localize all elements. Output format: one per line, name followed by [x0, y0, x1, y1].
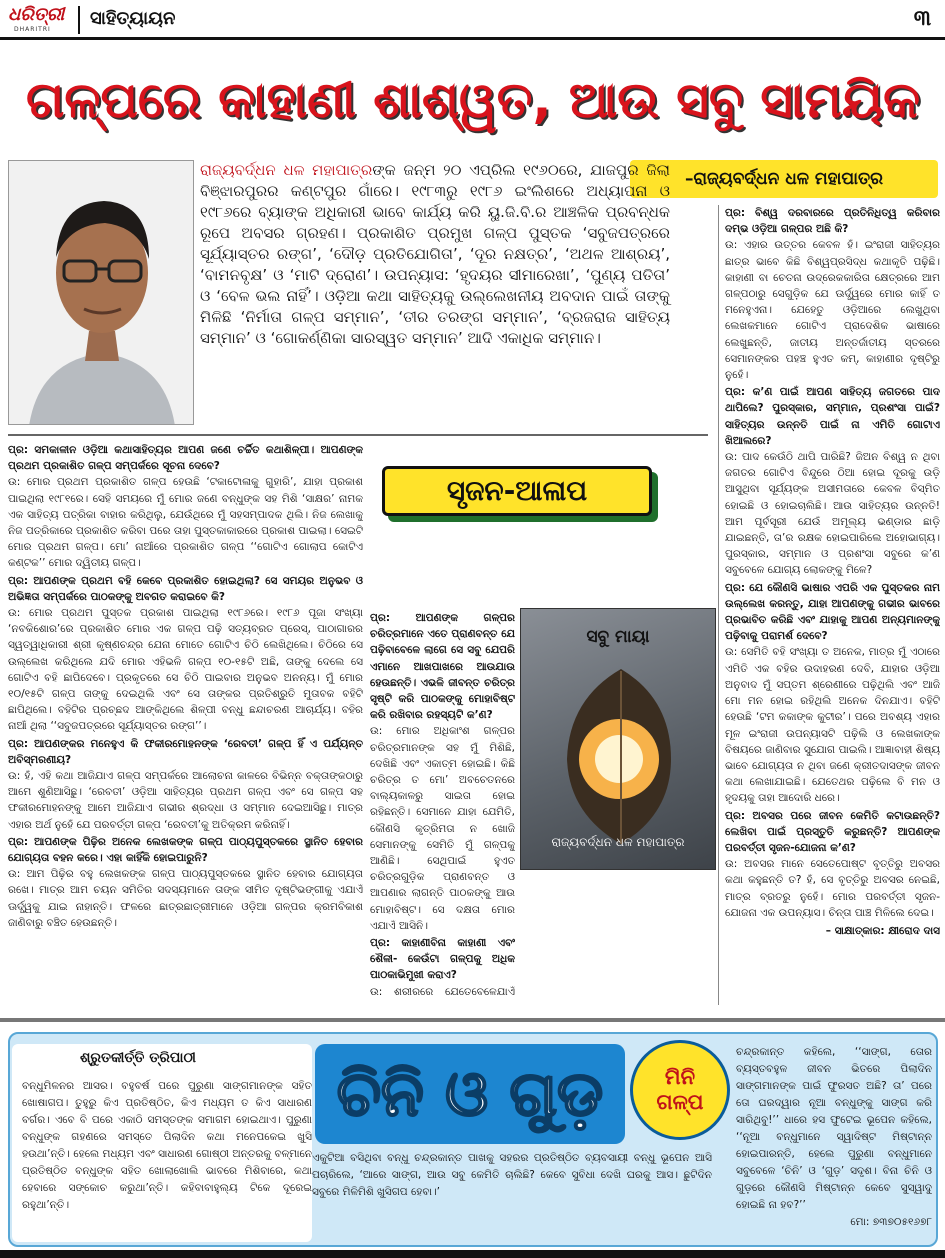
- answer: ଉ: ମୋର ଅଧିକାଂଶ ଗଳ୍ପର ଚରିତ୍ରମାନଙ୍କ ସହ ମୁଁ ମିଶିଛି, ଦେଖିଛି ଏବଂ ଏକାତ୍ମ ହୋଇଛି। କିଛି ଚରିତ୍ର ତ ମୋ’ ଅବଚେତନରେ ବାଲ୍ୟକାଳରୁ ସାଇତା ହୋଇ ରହିଛନ୍ତି। ସେମାନେ ଯାହା ଯେମିତି, କୌଣସି କୃତ୍ରିମତା ନ ଖୋଜି ସେମାନଙ୍କୁ ସେମିତି ମୁଁ ଗଳ୍ପକୁ ଆଣିଛି। ସେଥିପାଇଁ ହୁଏତ ଚରିତ୍ରଗୁଡ଼ିକ ପ୍ରାଣବନ୍ତ ଓ ଆପଣାର ଲାଗନ୍ତି ପାଠକଙ୍କୁ ଆଉ ମୋହାବିଷ୍ଟ। ସେ ଦକ୍ଷତା ମୋର ଏଯାଏଁ ଆସିନି।: [370, 725, 515, 932]
- mini-story-part-3: ଚନ୍ଦ୍ରକାନ୍ତ କହିଲେ, ‘‘ସାଙ୍ଗ, ତୋର ବ୍ୟସ୍ତବହୁଳ ଜୀବନ ଭିତରେ ପିଲାଦିନ ସାଙ୍ଗମାନଙ୍କ ପାଇଁ ଫୁରସତ ଅଛି? ତା’ ପରେ ତୋ ଘରଦ୍ୱାର ନୂଆ ବନ୍ଧୁଙ୍କୁ ସାଙ୍ଗ କରି ସାରିଥିବୁ!’’ ଧାରେ ହସ ଫୁଟେଇ ଭୂପେନ କହିଲେ, ‘‘ନୂଆ ବନ୍ଧୁମାନେ ସ୍ୱାଦିଷ୍ଟ ମିଷ୍ଟାନ୍ନ ହୋଇପାରନ୍ତି, ହେଲେ ପୁରୁଣା ବନ୍ଧୁମାନେ ସବୁବେଳେ ‘ଚିନି’ ଓ ‘ଗୁଡ଼’ ସଦୃଶ। ବିନା ଚିନି ଓ ଗୁଡ଼ରେ କୌଣସି ମିଷ୍ଟାନ୍ନ କେବେ ସୁସ୍ୱାଦୁ ହୋଇଛି ନା ହବ?’’: [736, 1046, 932, 1211]
- answer: ଉ: ହଁ, ଏହି କଥା ଆଜିଯାଏ ଗଳ୍ପ ସମ୍ପର୍କରେ ଆଲୋଚନା କାଳରେ ବିଭିନ୍ନ ବକ୍ତାଙ୍କଠାରୁ ଆମେ ଶୁଣିଆସିଛୁ। ‘ରେବତୀ’ ଓଡ଼ିଆ ସାହିତ୍ୟର ପ୍ରଥମ ଗଳ୍ପ ଏବଂ ସେ ଗଳ୍ପ ସହ ଫକୀରମୋହନଙ୍କୁ ଆମେ ଆଜିଯାଏ ଗଭୀର ଶ୍ରଦ୍ଧା ଓ ସମ୍ମାନ ଦେଇଆସିଛୁ। ମାତ୍ର ଏହାର ଅର୍ଥ ନୁହେଁ ଯେ ପରବର୍ତ୍ତୀ ଗଳ୍ପ ‘ରେବତୀ’କୁ ଅତିକ୍ରମ କରିନାହିଁ।: [8, 770, 363, 831]
- question: ପ୍ର: କ’ଣ ପାଇଁ ଆପଣ ସାହିତ୍ୟ ଜଗତରେ ପାଦ ଥାପିଲେ? ପୁରସ୍କାର, ସମ୍ମାନ, ପ୍ରଶଂସା ପାଇଁ? ସାହିତ୍ୟର ଉନ୍ନତି ପାଇଁ ନା ଏମିତି ଗୋଟାଏ ଖିଆଲରେ?: [725, 386, 940, 447]
- question: ପ୍ର: ଆପଣଙ୍କ ପ୍ରଥମ ବହି କେବେ ପ୍ରକାଶିତ ହୋଇଥିଲା? ସେ ସମୟର ଅନୁଭବ ଓ ଅଭିଜ୍ଞତା ସମ୍ପର୍କରେ ପାଠକଙ୍କୁ ଅବଗତ କରାଇବେ କି?: [8, 574, 363, 603]
- answer: ଉ: ମୋର ପ୍ରଥମ ପ୍ରକାଶିତ ଗଳ୍ପ ହେଉଛି ‘ଟକାଟୋଳାକୁ ଗୁହାରି’, ଯାହା ପ୍ରକାଶ ପାଇଥିଲା ୧୯୮୧ରେ। ସେହି ସମୟରେ ମୁଁ ମୋର ଜଣେ ବନ୍ଧୁଙ୍କ ସହ ମିଶି ‘ସାକ୍ଷର’ ନାମକ ଏକ ସାହିତ୍ୟ ପତ୍ରିକା ବାହାର କରିଥିଲୁ, ଯେଉଁଥିରେ ମୁଁ ସହସମ୍ପାଦକ ଥିଲି। ନିଜ ଲେଖାକୁ ନିଜ ପତ୍ରିକାରେ ପ୍ରକାଶିତ କରିବା ପରେ ତାହା ପୁସ୍ତକାକାରରେ ପ୍ରକାଶ ପାଇଲା। ସେଇଟି ମୋର ପ୍ରଥମ ଗଳ୍ପ। ମୋ’ ନାଆଁରେ ପ୍ରକାଶିତ ଗଳ୍ପ ‘‘ଗୋଟିଏ ଗୋଲାପ କୋଟିଏ କଣ୍ଟକ’’ ମୋର ଦ୍ୱିତୀୟ ଗଳ୍ପ।: [8, 476, 363, 570]
- book-cover: [520, 608, 716, 870]
- author-photo: [8, 160, 194, 425]
- qa-item: [8, 442, 363, 572]
- headline: ଗଳ୍ପରେ କାହାଣୀ ଶାଶ୍ୱତ, ଆଉ ସବୁ ସାମୟିକ: [25, 70, 921, 129]
- leaf-icon: [521, 609, 716, 870]
- answer: ଉ: ଆମ ପିଢ଼ିର ବହୁ ଲେଖକଙ୍କ ଗଳ୍ପ ପାଠ୍ୟପୁସ୍ତକରେ ସ୍ଥାନିତ ହେବାର ଯୋଗ୍ୟତା ରଖେ। ମାତ୍ର ଆମ ଚୟନ ସମିତିର ସଦସ୍ୟମାନେ ତାଙ୍କ ସୀମିତ ଦୃଷ୍ଟିଭଙ୍ଗୀକୁ ଏଯାଏଁ ଊର୍ଦ୍ଧ୍ୱକୁ ଯାଇ ନାହାନ୍ତି। ଫଳରେ ଛାତ୍ରଛାତ୍ରୀମାନେ ଓଡ଼ିଆ ଗଳ୍ପର କ୍ରମବିକାଶ ଜାଣିବାରୁ ବଞ୍ଚିତ ହେଉଛନ୍ତି।: [8, 868, 363, 929]
- mini-story-tag-line-2: ଗଳ୍ପ: [656, 1090, 704, 1114]
- page-number: ୩: [913, 6, 931, 31]
- section-title: ସାହିତ୍ୟାୟନ: [90, 8, 176, 29]
- qa-item: [370, 610, 515, 934]
- page-divider: [0, 1018, 945, 1022]
- qa-item: [8, 573, 363, 735]
- answer: ଉ: ଏହାର ଉତ୍ତର କେବଳ ହଁ। ଇଂରାଜୀ ସାହିତ୍ୟର ଛାତ୍ର ଭାବେ କିଛି ବିଶ୍ୱପ୍ରସିଦ୍ଧ କଥାକୃତି ପଢ଼ିଛି। କାହାଣୀ ବା ଚେତନା ଉଦ୍ରେକକାରିତା କ୍ଷେତ୍ରରେ ଆମ ଗଳ୍ପଠାରୁ ସେଗୁଡ଼ିକ ଯେ ଊର୍ଦ୍ଧ୍ୱରେ ମୋର କାହିଁ ତ ମନେହୁଏନା। ଯେହେତୁ ଓଡ଼ିଆରେ ଲେଖୁଥିବା ଲେଖକମାନେ ଗୋଟିଏ ପ୍ରାଦେଶିକ ଭାଷାରେ ଲେଖୁଛନ୍ତି, ଜାତୀୟ ଅନ୍ତର୍ଜାତୀୟ ସ୍ତରରେ ସେମାନଙ୍କର ପହଞ୍ଚ ହୁଏତ କମ୍‌, କାହାଣୀର ଦୃଷ୍ଟିରୁ ନୁହେଁ।: [725, 239, 940, 382]
- qa-item: [8, 736, 363, 833]
- answer: ଉ: ପାଦ କେଉଁଠି ଥାପି ପାରିଛି? ଜିଅନ ବିଶ୍ୱ ନ ଥିବା ଜଗତର ଗୋଟିଏ ବିନ୍ଦୁରେ ଠିଆ ହୋଇ ଦୂରକୁ ଉଡ଼ି ଆସୁଥିବା ସୂର୍ଯ୍ୟଙ୍କ ଅସୀମତାରେ କେବଳ ବିସ୍ମିତ ହୋଇଛି ଓ ହୋଇଚାଲିଛି। ଆଉ ସାହିତ୍ୟର ଉନ୍ନତି! ଆମ ପୂର୍ବସୂରୀ ଯେଉଁ ଅମୂଲ୍ୟ ଭଣ୍ଡାର ଛାଡ଼ି ଯାଇଛନ୍ତି, ତା’ର ରକ୍ଷକ ହୋଇପାରିଲେ ଅହୋଭାଗ୍ୟ। ପୁରସ୍କାର, ସମ୍ମାନ ଓ ପ୍ରଶଂସା ସବୁରେ କ’ଣ ସବୁବେଳେ ଯୋଗ୍ୟ ଲୋକଙ୍କୁ ମିଳେ?: [725, 451, 940, 577]
- interview-column-right: [718, 205, 940, 1005]
- mini-story-column-right: [736, 1044, 932, 1242]
- mini-story-author: ଶ୍ରୁତକୀର୍ତ୍ତି ତ୍ରିପାଠୀ: [80, 1050, 196, 1066]
- qa-item: [725, 205, 940, 383]
- mini-story-tag-line-1: ମିନି: [664, 1065, 696, 1089]
- author-portrait-icon: [9, 161, 194, 425]
- answer: ଉ: ସେମିତି ବହି ସଂଖ୍ୟା ତ ଅନେକ, ମାତ୍ର ମୁଁ ଏଠାରେ ଏମିତି ଏକ ବହିର ଉଦାହରଣ ଦେବି, ଯାହାର ଓଡ଼ିଆ ଅନୁବାଦ ମୁଁ ସପ୍ତମ ଶ୍ରେଣୀରେ ପଢ଼ିଥିଲି ଏବଂ ଆଜି ମୋ ମନ ହୋଇ ରହିଥିଲି ଅନେକ ଦିନଯାଏ। ବହିଟି ହେଉଛି ‘ଟମ କକାଙ୍କ କୁଟୀର’। ପରେ ଅବଶ୍ୟ ଏହାର ମୂଳ ଇଂରାଜୀ ଉପନ୍ୟାସଟି ପଢ଼ିଲି ଓ ଲେଖକାଙ୍କ ବିଷୟରେ ଜାଣିବାର ସୁଯୋଗ ପାଇଲି। ଆଜ୍ଞାବାହୀ ଶିଷ୍ୟ ଭାବେ ଯୋଗ୍ୟତା ନ ଥିବା ଜଣେ କ୍ରୀତଦାସଙ୍କ ଜୀବନ କଥା ଲେଖାଯାଇଛି। ଯେତେଥର ପଢ଼ିଲେ ବି ମନ ଓ ହୃଦୟକୁ ତାହା ଆଦୋରି ଧରେ।: [725, 646, 940, 805]
- mini-story-part-2: ଏକୁଟିଆ ବସିଥିବା ବନ୍ଧୁ ଚନ୍ଦ୍ରକାନ୍ତ ପାଖକୁ ସହରର ପ୍ରତିଷ୍ଠିତ ବ୍ୟବସାୟୀ ବନ୍ଧୁ ଭୂପେନ ଆସି ପଚାରିଲେ, ‘ଆରେ ସାଙ୍ଗ, ଆଉ ସବୁ କେମିତି ଚାଲିଛି? କେବେ ସୁବିଧା ଦେଖି ଘରକୁ ଆସ। ଛୁଟିଦିନ ସବୁରେ ମିଳିମିଶି ଖୁସିଗପ ହେବା।’: [312, 1152, 712, 1198]
- question: ପ୍ର: ଅବସର ପରେ ଜୀବନ କେମିତି କଟାଉଛନ୍ତି? ଲେଖିବା ପାଇଁ ପ୍ରସ୍ତୁତି କରୁଛନ୍ତି? ଆପଣଙ୍କ ପରବର୍ତ୍ତୀ ସୃଜନ-ଯୋଜନା କ’ଣ?: [725, 809, 940, 854]
- author-phone: ମୋ: ୭୩୭୦୫୧୬୭୮: [850, 1216, 932, 1228]
- masthead: [0, 0, 945, 40]
- qa-item: [725, 384, 940, 578]
- interview-badge: ସୃଜନ-ଆଳାପ: [382, 466, 652, 516]
- qa-item: [725, 580, 940, 807]
- question: ପ୍ର: ଆପଣଙ୍କ ଗଳ୍ପର ଚରିତ୍ରମାନେ ଏତେ ପ୍ରାଣବନ୍ତ ଯେ ପଢ଼ିବାବେଳେ ଲାଗେ ସେ ସବୁ ଯେପରି ଏମାନେ ଆଖପାଖରେ ଆଉଯାଉ ହେଉଛନ୍ତି। ଏଭଳି ଜୀବନ୍ତ ଚରିତ୍ର ସୃଷ୍ଟି କରି ପାଠକଙ୍କୁ ମୋହାବିଷ୍ଟ କରି ରଖିବାର ରହସ୍ୟଟି କ’ଣ?: [370, 612, 515, 722]
- newspaper-logo: ଧରିତ୍ରୀ: [8, 4, 65, 25]
- newspaper-logo-subtitle: DHARITRI: [14, 26, 51, 33]
- mini-story-title: ଚିନି ଓ ଗୁଡ଼: [315, 1044, 625, 1144]
- answer: ଉ: ଅବସର ମାନେ ସେତେପୋଷ୍ଟ ବୃତ୍ତିରୁ ଅବସର କଥା କହୁଛନ୍ତି ତ? ହଁ, ସେ ବୃତ୍ତିରୁ ଅବସର ନେଇଛି, ମାତ୍ର ବ୍ରତରୁ ନୁହେଁ। ମୋର ପରବର୍ତ୍ତୀ ସୃଜନ-ଯୋଜନା ଏକ ଉପନ୍ୟାସ। ଚିନ୍ତା ପାଞ୍ଚ ମିଳିଲେ ଦେଇ।: [725, 858, 940, 919]
- author-intro: [200, 160, 670, 430]
- interview-column-left: [8, 442, 363, 1002]
- author-name: ରାଜ୍ୟବର୍ଦ୍ଧନ ଧଳ ମହାପାତ୍ର: [200, 161, 373, 179]
- bottom-bar: [0, 1250, 945, 1258]
- interview-credit: – ସାକ୍ଷାତ୍କାର: କ୍ଷୀରୋଦ ଦାସ: [825, 924, 940, 937]
- question: ପ୍ର: ଆପଣଙ୍କର ମନେହୁଏ କି ଫକୀରମୋହନଙ୍କ ‘ରେବତୀ’ ଗଳ୍ପ ହିଁ ଏ ପର୍ଯ୍ୟନ୍ତ ଅବିସ୍ମରଣୀୟ?: [8, 737, 363, 766]
- author-intro-text: ଙ୍କ ଜନ୍ମ ୨୦ ଏପ୍ରିଲ ୧୯୬୦ରେ, ଯାଜପୁର ଜିଲା ବିଞ୍ଝାରପୁରର କଣ୍ଟପୁର ଗାଁରେ। ୧୯୮୩ରୁ ୧୯୮୬ ଇଂଲିଶରେ ଅଧ୍ୟାପନା ଓ ୧୯୮୬ରେ ବ୍ୟାଙ୍କ ଅଧିକାରୀ ଭାବେ କାର୍ଯ୍ୟ କରି ୟୁ.ଜି.ବି.ର ଆଞ୍ଚଳିକ ପ୍ରବନ୍ଧକ ରୂପେ ଅବସର ଗ୍ରହଣ। ପ୍ରକାଶିତ ପ୍ରମୁଖ ଗଳ୍ପ ପୁସ୍ତକ ‘ସବୁଜପତ୍ରରେ ସୂର୍ଯ୍ୟାସ୍ତର ରଙ୍ଗ’, ‘ଦୌଡ଼ ପ୍ରତିଯୋଗିତା’, ‘ଦୂର ନକ୍ଷତ୍ର’, ‘ଅଥଳ ଆଶ୍ରୟ’, ‘ବାମନବୃକ୍ଷ’ ଓ ‘ମାଟି ଦ୍ରୋଣ’। ଉପନ୍ୟାସ: ‘ହୃଦୟର ସୀମାରେଖା’, ‘ପୁଣ୍ୟ ପତିତା’ ଓ ‘ବେଳ ଭଲ ନାହିଁ’। ଓଡ଼ିଆ କଥା ସାହିତ୍ୟକୁ ଉଲ୍ଲେଖନୀୟ ଅବଦାନ ପାଇଁ ତାଙ୍କୁ ମିଳିଛି ‘ନିର୍ମାତା ଗଳ୍ପ ସମ୍ମାନ’, ‘ତୀର ତରଙ୍ଗ ସମ୍ମାନ’, ‘ବ୍ରଜରାଜ ସାହିତ୍ୟ ସମ୍ମାନ’ ଓ ‘ଗୋକର୍ଣ୍ଣିକା ସାରସ୍ୱତ ସମ୍ମାନ’ ଆଦି ଏକାଧିକ ସମ୍ମାନ।: [200, 161, 670, 347]
- mini-story-part-1: ବନ୍ଧୁମିଳନର ଆସର। ବହୁବର୍ଷ ପରେ ପୁରୁଣା ସାଙ୍ଗମାନଙ୍କ ସହିତ ଖୋଷାଗପ। ତୁହୁରୁ କିଏ ପ୍ରତିଷ୍ଠିତ, କିଏ ମଧ୍ୟମ ତ କିଏ ସାଧାରଣ ବର୍ଗର। ଏବେ ବି ପରେ ଏକାଠି ସମସ୍ତଙ୍କ ସମାଗମ ହୋଇଥାଏ। ପୁରୁଣା ବନ୍ଧୁଙ୍କ ଗହଣରେ ସମସ୍ତେ ପିଲାଦିନ କଥା ମନେପକେଇ ଖୁସି ହଉଥା’ନ୍ତି। ହେଲେ ମଧ୍ୟମ ଏବଂ ସାଧାରଣ ଗୋଷ୍ଠୀ ଅନ୍ତରକୁ ବଳ୍ମାନେ ପ୍ରତିଷ୍ଠିତ ବନ୍ଧୁଙ୍କ ସହିତ ଖୋଲାଖୋଲି ଭାବରେ ମିଶିବାରେ, କଥା ହେବାରେ ସଙ୍କୋଚ କରୁଥା’ନ୍ତି। କହିବାବାହୁଲ୍ୟ ଟିକେ ଦୂରେଇ ରହୁଥା’ନ୍ତି।: [22, 1080, 312, 1211]
- author-byline: –ରାଜ୍ୟବର୍ଦ୍ଧନ ଧଳ ମହାପାତ୍ର: [630, 160, 938, 198]
- interview-column-middle: [370, 610, 515, 1002]
- answer: ଉ: ମୋର ପ୍ରଥମ ପୁସ୍ତକ ପ୍ରକାଶ ପାଇଥିଲା ୧୯୮୬ରେ। ୧୯୮୬ ପୂଜା ସଂଖ୍ୟା ‘ନବକିଶୋର’ରେ ପ୍ରକାଶିତ ମୋର ଏକ ଗଳ୍ପ ପଢ଼ି ସତ୍ୟବ୍ରତ ପ୍ରେସ୍‌, ପାଠାଗାରର ସ୍ୱତ୍ୱାଧିକାରୀ ଶ୍ରୀ କୃଷ୍ଣଚନ୍ଦ୍ର ଯେନା ମୋତେ ଗୋଟିଏ ଚିଠି ଲେଖିଥିଲେ। ଚିଠିରେ ସେ ଉଲ୍ଲେଖ କରିଥିଲେ ଯଦି ମୋର ଏହିଭଳି ଗଳ୍ପ ୧୦-୧୫ଟି ଅଛି, ତାଙ୍କୁ ଦେଲେ ସେ ଗୋଟିଏ ବହି ଛାପିଦେବେ। ପ୍ରକୃତରେ ସେ ଚିଠି ପାଇବାର ଅନୁଭବ ଅନନ୍ୟ। ମୁଁ ମୋର ୧୦/୧୫ଟି ଗଳ୍ପ ତାଙ୍କୁ ଦେଇଥିଲି ଏବଂ ସେ ତାଙ୍କର ପ୍ରତିଶ୍ରୁତି ମୁତାବକ ବହିଟି ଛାପିଥିଲେ। ବହିଟିର ପ୍ରଚ୍ଛଦ ଆଙ୍କିଥିଲେ ଶିଳ୍ପୀ ବନ୍ଧୁ ଛନ୍ଦାଚରଣ ଆଚାର୍ଯ୍ୟ। ବହିର ନାଆଁ ଥିଲା ‘‘ସବୁଜପତ୍ରରେ ସୂର୍ଯ୍ୟାସ୍ତର ରଙ୍ଗ’’।: [8, 607, 363, 733]
- answer: ଉ: ଶରୀରରେ ଯେତେବେଳେଯାଏଁ: [370, 985, 515, 998]
- book-title: ସବୁ ମାୟା: [586, 627, 650, 647]
- section-divider: [8, 434, 708, 436]
- question: ପ୍ର: ଆପଣଙ୍କ ପିଢ଼ିର ଅନେକ ଲେଖକଙ୍କ ଗଳ୍ପ ପାଠ୍ୟପୁସ୍ତକରେ ସ୍ଥାନିତ ହେବାର ଯୋଗ୍ୟତା ବହନ କରେ। ଏହା କାହିଁକି ହୋଇପାରୁନି?: [8, 835, 363, 865]
- qa-item: [370, 935, 515, 1002]
- masthead-divider: [78, 6, 80, 34]
- question: ପ୍ର: କାହାଣୀବିନା କାହାଣୀ ଏବଂ ଶୈଳୀ- କେଉଁଟା ଗଳ୍ପକୁ ଅଧିକ ପାଠକାଭିମୁଖୀ କରାଏ?: [370, 937, 515, 982]
- mini-story-tag: [630, 1040, 730, 1140]
- qa-item: [8, 834, 363, 931]
- question: ପ୍ର: ସମକାଳୀନ ଓଡ଼ିଆ କଥାସାହିତ୍ୟର ଆପଣ ଜଣେ ଚର୍ଚ୍ଚିତ କଥାଶିଳ୍ପୀ। ଆପଣଙ୍କ ପ୍ରଥମ ପ୍ରକାଶିତ ଗଳ୍ପ ସମ୍ପର୍କରେ ସୂଚନା ଦେବେ?: [8, 444, 363, 473]
- question: ପ୍ର: ଯେ କୌଣସି ଭାଷାର ଏପରି ଏକ ପୁସ୍ତକର ନାମ ଉଲ୍ଲେଖ କରନ୍ତୁ, ଯାହା ଆପଣଙ୍କୁ ଗଭୀର ଭାବରେ ପ୍ରଭାବିତ କରିଛି ଏବଂ ଯାହାକୁ ଆପଣ ଅନ୍ୟମାନଙ୍କୁ ପଢ଼ିବାକୁ ପରାମର୍ଶ ଦେବେ?: [725, 581, 940, 643]
- qa-item: [725, 808, 940, 921]
- question: ପ୍ର: ବିଶ୍ୱ ଦରବାରରେ ପ୍ରତିନିଧିତ୍ୱ କରିବାର ଦମ୍ଭ ଓଡ଼ିଆ ଗଳ୍ପର ଅଛି କି?: [725, 207, 940, 236]
- book-author: ରାଜ୍ୟବର୍ଦ୍ଧନ ଧଳ ମହାପାତ୍ର: [551, 835, 685, 849]
